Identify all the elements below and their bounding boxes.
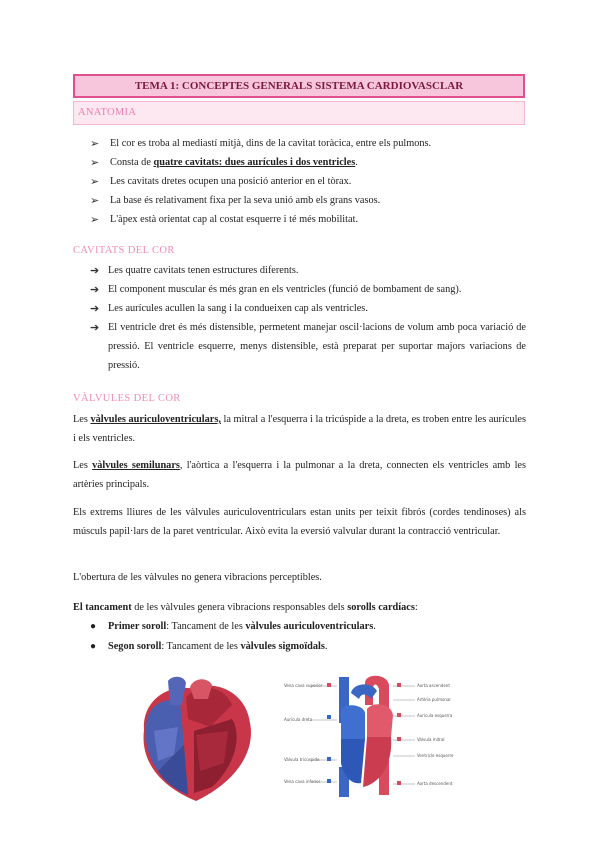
section-heading-valvules: VÀLVULES DEL COR xyxy=(73,393,181,404)
heart-schematic-image xyxy=(281,675,456,808)
label-valvula-tricuspide: Vàlvula tricúspide xyxy=(284,757,320,762)
arrow-bullet-icon: ➔ xyxy=(90,284,100,296)
paragraph: L'obertura de les vàlvules no genera vibracions perceptibles. xyxy=(73,572,322,583)
label-valvula-mitral: Vàlvula mitral xyxy=(417,737,445,742)
label-ventricle-esquerre: Ventricle esquerre xyxy=(417,753,454,758)
arrowhead-bullet-icon: ➢ xyxy=(90,157,100,169)
section-heading-cavitats: CAVITATS DEL COR xyxy=(73,245,175,256)
heart-illustration xyxy=(124,675,264,805)
paragraph: Els extrems lliures de les vàlvules auriculoventriculars estan units per teixit fibrós (cordes tendinoses) als músculs papil·lars de la paret ventricular. Això evita la eversió valvular durant la contracció ventricular. xyxy=(73,507,526,537)
label-auricula-esquerra: Aurícula esquerra xyxy=(417,713,453,718)
label-arteria-pulmonar: Artèria pulmonar xyxy=(417,697,452,702)
list-item-text: El ventricle dret és més distensible, permetent manejar oscil·lacions de volum amb poca variació de pressió. El ventricle esquerre, menys distensible, està preparat per suportar majors variacions de pressió. xyxy=(108,322,526,371)
label-aorta-descendent: Aorta descendent xyxy=(417,781,453,786)
paragraph: El tancament de les vàlvules genera vibracions responsables dels sorolls cardíacs: xyxy=(73,602,418,613)
section-heading-anatomia: ANATOMIA xyxy=(73,101,525,125)
paragraph: Les vàlvules auriculoventriculars, la mitral a l'esquerra i la tricúspide a la dreta, es troben entre les aurícules i els ventricles. xyxy=(73,414,527,444)
bullet-dot-icon: ● xyxy=(90,641,97,652)
bullet-dot-icon: ● xyxy=(90,621,97,632)
paragraph: Les vàlvules semilunars, l'aòrtica a l'esquerra i la pulmonar a la dreta, connecten els ventricles amb les artèries principals. xyxy=(73,460,527,490)
arrowhead-bullet-icon: ➢ xyxy=(90,176,100,188)
heart-cross-section-image xyxy=(124,675,264,805)
arrow-bullet-icon: ➔ xyxy=(90,265,100,277)
label-auricula-dreta: Aurícula dreta xyxy=(284,717,313,722)
arrowhead-bullet-icon: ➢ xyxy=(90,138,100,150)
label-vena-cava-superior: Vena cava superior xyxy=(284,683,323,688)
heart-schematic-diagram xyxy=(281,675,456,808)
arrowhead-bullet-icon: ➢ xyxy=(90,195,100,207)
label-aorta-ascendent: Aorta ascendent xyxy=(417,683,450,688)
arrow-bullet-icon: ➔ xyxy=(90,322,100,334)
document-page: TEMA 1: CONCEPTES GENERALS SISTEMA CARDIOVASCLAR ANATOMIA ➢ El cor es troba al mediastí mitjà, dins de la cavitat toràcica, entre els pulmons. ➢ Consta de quatre cavitats: dues aurícules i dos ventricles. ➢ Les cavitats dretes ocupen una posició anterior en el tòrax. ➢ La base és relativament fixa per la seva unió amb els grans vasos. ➢ L'àpex està orientat cap al costat esquerre i té més mobilitat. CAVITATS DEL COR ➔ Les quatre cavitats tenen estructures diferents. ➔ El component muscular és més gran en els ventricles (funció de bombament de sang). ➔ Les aurícules acullen la sang i la condueixen cap als ventricles. ➔ El ventricle dret és més distensible, permetent manejar oscil·lacions de volum amb poca variació de pressió. El ventricle esquerre, menys distensible, està preparat per suportar majors variacions de pressió. VÀLVULES DEL COR Les vàlvules auriculoventriculars, la mitral a l'esquerra i la tricúspide a la dreta, es troben entre les aurícules i els ventricles. Les vàlvules semilunars, l'aòrtica a l'esquerra i la pulmonar a la dreta, connecten els ventricles amb les artèries principals. Els extrems lliures de les vàlvules auriculoventriculars estan units per teixit fibrós (cordes tendinoses) als músculs papil·lars de la paret ventricular. Això evita la eversió valvular durant la contracció ventricular. L'obertura de les vàlvules no genera vibracions perceptibles. El tancament de les vàlvules genera vibracions responsables dels sorolls cardíacs: ● Primer soroll: Tancament de les vàlvules auriculoventriculars. ● Segon soroll: Tancament de les vàlvules sigmoïdals. Vena cava superior Aurícula dreta Vàlvula tricúspide Vena cava inferior Aorta ascendent Artèria pulmonar Aurícula esquerra Vàlvula mitral Ventricle esquerre Aorta descendent xyxy=(0,0,600,848)
arrowhead-bullet-icon: ➢ xyxy=(90,214,100,226)
page-title: TEMA 1: CONCEPTES GENERALS SISTEMA CARDIOVASCLAR xyxy=(73,74,525,98)
label-vena-cava-inferior: Vena cava inferior xyxy=(284,779,321,784)
arrow-bullet-icon: ➔ xyxy=(90,303,100,315)
